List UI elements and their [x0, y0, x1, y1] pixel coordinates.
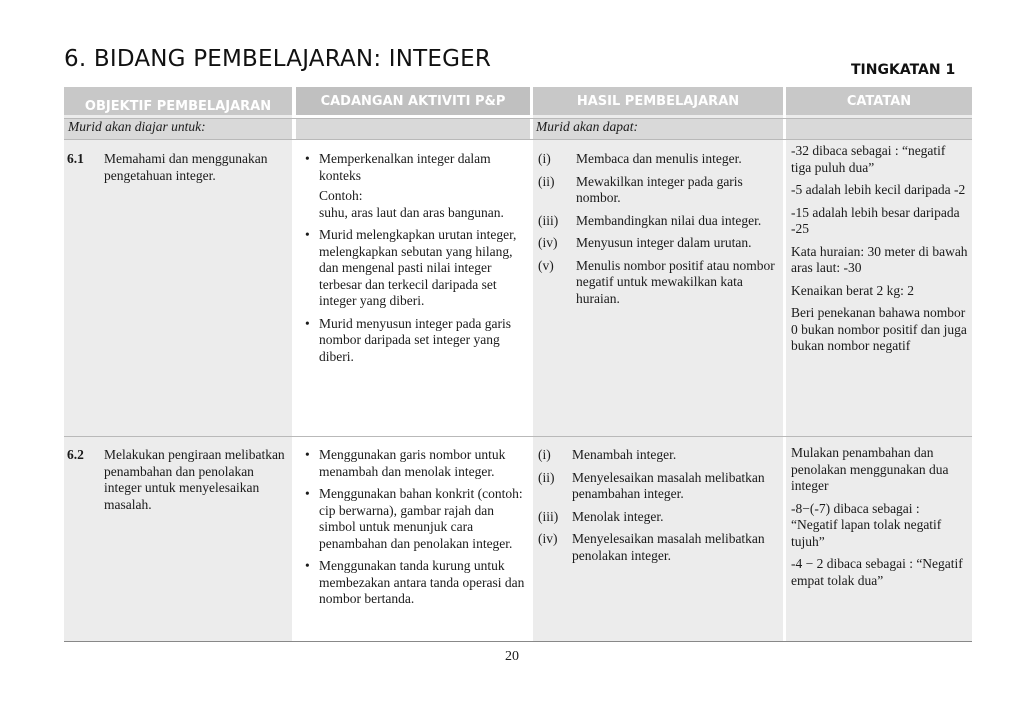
- divider: [64, 139, 972, 140]
- note-item: -8−(-7) dibaca sebagai : “Negatif lapan tolak negatif tujuh”: [791, 500, 942, 549]
- outcome-text: Menyusun integer dalam urutan.: [576, 235, 752, 250]
- activity-item: • Murid menyusun integer pada garis nombor daripada set integer yang diberi.: [301, 316, 527, 366]
- outcome-text: Menyelesaikan masalah melibatkan penambahan integer.: [572, 469, 765, 501]
- outcome-numeral: (iv): [538, 235, 558, 250]
- outcome-item: [538, 447, 780, 464]
- outcome-numeral: (ii): [538, 173, 555, 189]
- note-item: Beri penekanan bahawa nombor 0 bukan nombor positif dan juga bukan nombor negatif: [791, 305, 967, 353]
- objective-text: Memahami dan menggunakan pengetahuan integer.: [104, 151, 268, 183]
- table-bottom-border: [64, 641, 972, 642]
- subheader-objectives: Murid akan diajar untuk:: [64, 119, 292, 139]
- outcome-numeral: (iv): [538, 531, 558, 546]
- outcome-text: Menolak integer.: [572, 508, 664, 524]
- divider: [64, 118, 972, 119]
- note-item: -32 dibaca sebagai : “negatif tiga puluh dua”: [791, 143, 946, 175]
- outcome-text: Mewakilkan integer pada garis nombor.: [576, 173, 743, 205]
- outcome-item: [538, 213, 780, 230]
- note-item: Kenaikan berat 2 kg: 2: [791, 282, 914, 298]
- note-item: Kata huraian: 30 meter di bawah aras laut: -30: [791, 243, 968, 275]
- header-outcomes: HASIL PEMBELAJARAN: [533, 87, 783, 115]
- outcomes-list: [538, 447, 780, 570]
- outcome-text: Menyelesaikan masalah melibatkan penolakan integer.: [572, 531, 765, 563]
- activities-list: [301, 447, 527, 614]
- outcome-text: Menulis nombor positif atau nombor negatif untuk mewakilkan kata huraian.: [576, 257, 775, 306]
- page-title: 6. BIDANG PEMBELAJARAN: INTEGER: [64, 46, 492, 72]
- note-item: -5 adalah lebih kecil daripada -2: [791, 182, 966, 197]
- outcome-item: [538, 509, 780, 526]
- outcome-numeral: (v): [538, 257, 554, 273]
- header-notes: CATATAN: [786, 87, 972, 115]
- example-label: Contoh:: [319, 188, 363, 203]
- header-activities: CADANGAN AKTIVITI P&P: [296, 87, 530, 115]
- note-item: Mulakan penambahan dan penolakan menggunakan dua integer: [791, 445, 949, 493]
- example-text: suhu, aras laut dan aras bangunan.: [319, 204, 504, 220]
- outcome-text: Membandingkan nilai dua integer.: [576, 212, 762, 228]
- outcome-item: [538, 531, 780, 564]
- subheader-activities: [296, 119, 530, 139]
- page-number: 20: [505, 649, 519, 664]
- outcome-item: [538, 151, 780, 168]
- activities-list: [301, 151, 527, 371]
- outcome-item: [538, 258, 780, 308]
- outcome-text: Membaca dan menulis integer.: [576, 151, 742, 166]
- activity-item: • Murid melengkapkan urutan integer, melengkapkan sebutan yang hilang, dan mengenal pasti nilai integer terbesar dan terkecil daripada set integer yang diberi.: [301, 227, 527, 310]
- notes-list: [791, 143, 969, 361]
- outcome-numeral: (iii): [538, 508, 559, 524]
- note-item: -15 adalah lebih besar daripada -25: [791, 204, 960, 236]
- activity-item: • Menggunakan tanda kurung untuk membezakan antara tanda operasi dan nombor bertanda.: [301, 558, 527, 608]
- outcome-numeral: (ii): [538, 469, 555, 485]
- objective-number: 6.2: [67, 447, 84, 462]
- outcome-item: [538, 235, 780, 252]
- note-item: -4 − 2 dibaca sebagai : “Negatif empat tolak dua”: [791, 556, 963, 588]
- activity-item: • Menggunakan bahan konkrit (contoh: cip berwarna), gambar rajah dan simbol untuk menunjuk cara penambahan dan penolakan integer.: [301, 486, 527, 552]
- objective-number: 6.1: [67, 151, 84, 166]
- header-objectives-label: OBJEKTIF PEMBELAJARAN: [84, 99, 272, 114]
- outcomes-list: [538, 151, 780, 313]
- outcome-item: [538, 470, 780, 503]
- activity-item: • Menggunakan garis nombor untuk menambah dan menolak integer.: [301, 447, 527, 480]
- activity-item: [301, 151, 527, 221]
- outcome-item: [538, 174, 780, 207]
- notes-list: [791, 445, 969, 595]
- row-divider: [64, 436, 972, 437]
- outcome-numeral: (iii): [538, 212, 559, 228]
- objective-text: Melakukan pengiraan melibatkan penambahan dan penolakan integer untuk menyelesaikan masalah.: [104, 447, 285, 512]
- subheader-notes: [786, 119, 972, 139]
- header-objectives: [64, 87, 292, 115]
- outcome-numeral: (i): [538, 447, 551, 462]
- outcome-text: Menambah integer.: [572, 447, 677, 462]
- subheader-outcomes: Murid akan dapat:: [533, 119, 783, 139]
- activity-text: Memperkenalkan integer dalam konteks: [319, 151, 491, 183]
- outcome-numeral: (i): [538, 151, 551, 166]
- form-level-label: TINGKATAN 1: [851, 62, 956, 78]
